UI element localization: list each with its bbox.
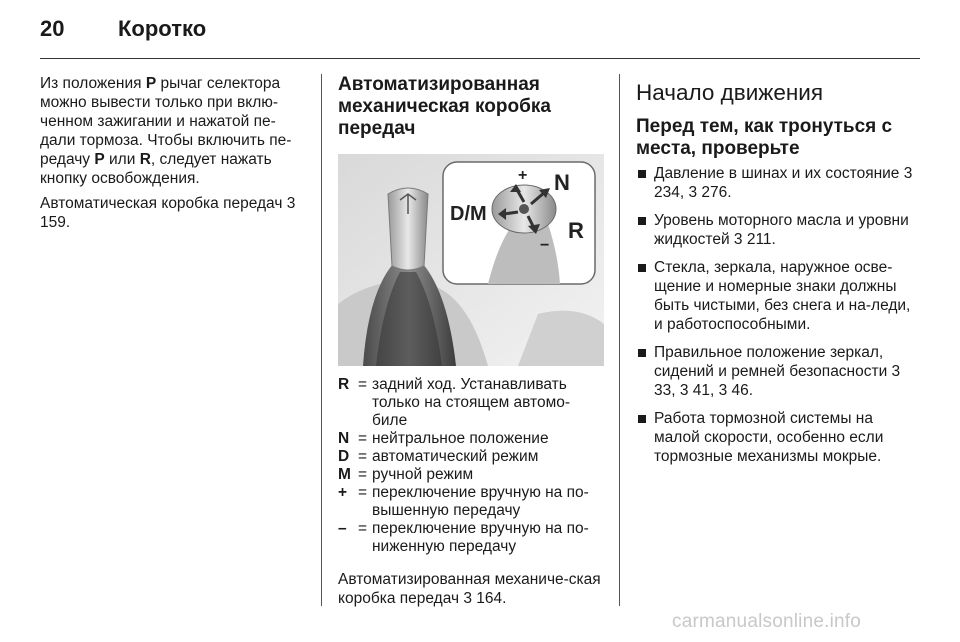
legend-key: R [338,376,350,393]
page-header [40,16,920,42]
transmission-reference: Автоматизированная механиче-ская коробка передач 3 164. [338,571,601,607]
legend-equals: = [358,376,368,393]
column-divider-2 [619,74,620,606]
legend-key: – [338,520,347,537]
legend-row [338,448,604,466]
intro-paragraph [40,74,308,188]
figure-label-r: R [568,218,584,243]
legend-text: задний ход. Устанавливать только на стоящем автомо-биле [372,376,571,429]
page-number: 20 [40,16,65,41]
legend-text: переключение вручную на по-вышенную передачу [372,484,589,519]
checklist-item: Правильное положение зеркал, сидений и ремней безопасности 3 33, 3 41, 3 46. [636,343,922,400]
page-title: Коротко [118,16,207,41]
legend-key: D [338,448,350,465]
column-3 [636,74,922,475]
checklist-item: Давление в шинах и их состояние 3 234, 3 276. [636,164,922,202]
legend-text: автоматический режим [372,448,539,465]
section-subheading: Перед тем, как тронуться с места, проверьте [636,116,893,159]
text-run: рычаг селектора можно вывести только при вклю-ченном зажигании и нажатой пе-дали тормоза. Чтобы включить пе-редачу [40,75,292,168]
checklist-item: Работа тормозной системы на малой скорости, особенно если тормозные механизмы мокрые. [636,409,922,466]
legend-row [338,466,604,484]
legend-row [338,484,604,520]
legend-text: переключение вручную на по-ниженную передачу [372,520,589,555]
legend-equals: = [358,448,368,465]
gear-r-letter: R [139,151,151,168]
legend-row [338,376,604,430]
watermark: carmanualsonline.info [672,611,862,632]
figure-label-n: N [554,170,570,195]
gear-selector-figure [338,154,604,366]
legend-row [338,430,604,448]
column-2 [338,74,604,614]
checklist [636,164,922,466]
legend-equals: = [358,520,368,537]
figure-label-plus: + [518,167,528,184]
gear-p-letter: P [94,151,105,168]
text-run: или [104,151,140,168]
legend-key: + [338,484,348,501]
legend-equals: = [358,430,368,447]
column-divider-1 [321,74,322,606]
legend-text: ручной режим [372,466,474,483]
figure-label-dm: D/M [450,203,487,225]
text-run: , следует нажать кнопку освобождения. [40,151,272,187]
legend-row [338,520,604,556]
section-heading: Начало движения [636,80,824,105]
section-title: Автоматизированная механическая коробка передач [338,74,551,139]
reference-text: Автоматическая коробка передач [40,195,283,212]
legend-equals: = [358,484,368,501]
legend-equals: = [358,466,368,483]
column-1 [40,74,308,238]
checklist-item: Уровень моторного масла и уровни жидкостей 3 211. [636,211,922,249]
page-reference-link[interactable]: 3 159. [40,195,296,231]
reference-paragraph [40,194,308,232]
checklist-item: Стекла, зеркала, наружное осве-щение и номерные знаки должны быть чистыми, без снега и на-леди, и работоспособными. [636,258,922,334]
gear-p-letter: P [145,75,157,92]
gear-legend [338,376,604,556]
gear-selector-illustration [338,154,604,366]
legend-key: N [338,430,350,447]
legend-text: нейтральное положение [372,430,549,447]
header-rule [40,58,920,59]
figure-label-minus: − [540,237,550,254]
text-run: Из положения [40,75,146,92]
legend-key: M [338,466,351,483]
